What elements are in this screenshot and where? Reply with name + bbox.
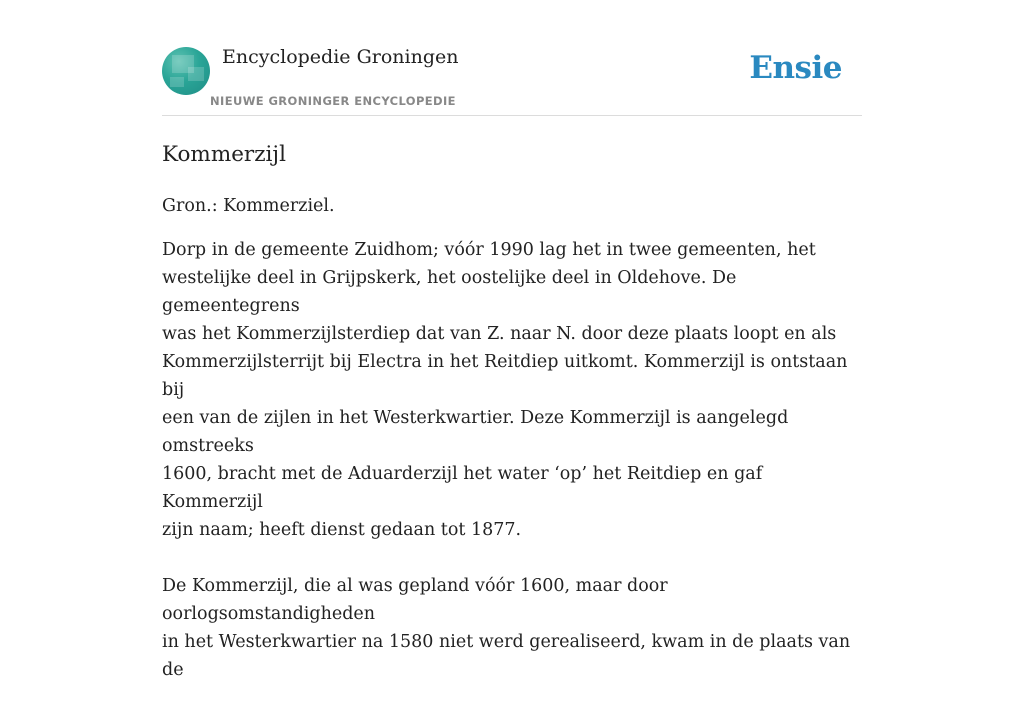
article (162, 138, 862, 712)
ensie-brand-logo[interactable]: Ensie (749, 50, 842, 86)
site-logo-avatar[interactable] (162, 47, 210, 95)
site-subtitle: NIEUWE GRONINGER ENCYCLOPEDIE (210, 94, 456, 108)
site-title[interactable]: Encyclopedie Groningen (222, 46, 459, 68)
article-paragraph: De Kommerzijl, die al was gepland vóór 1600, maar door oorlogsomstandigheden in het Westerkwartier na 1580 niet werd gerealiseerd, kwam in de plaats van de (162, 576, 851, 680)
article-title: Kommerzijl (162, 142, 286, 167)
article-paragraph: Dorp in de gemeente Zuidhom; vóór 1990 lag het in twee gemeenten, het westelijke deel in Grijpskerk, het oostelijke deel in Oldehove. De gemeentegrens was het Kommerzijlsterdiep dat van Z. naar N. door deze plaats loopt en als Kommerzijlsterrijt bij Electra in het Reitdiep uitkomt. Kommerzijl is ontstaan bij een van de zijlen in het Westerkwartier. Deze Kommerzijl is aangelegd omstreeks 1600, bracht met de Aduarderzijl het water ‘op’ het Reitdiep en gaf Kommerzijl zijn naam; heeft dienst gedaan tot 1877. (162, 240, 848, 540)
article-alt-name: Gron.: Kommerziel. (162, 196, 335, 216)
site-header (162, 0, 862, 116)
